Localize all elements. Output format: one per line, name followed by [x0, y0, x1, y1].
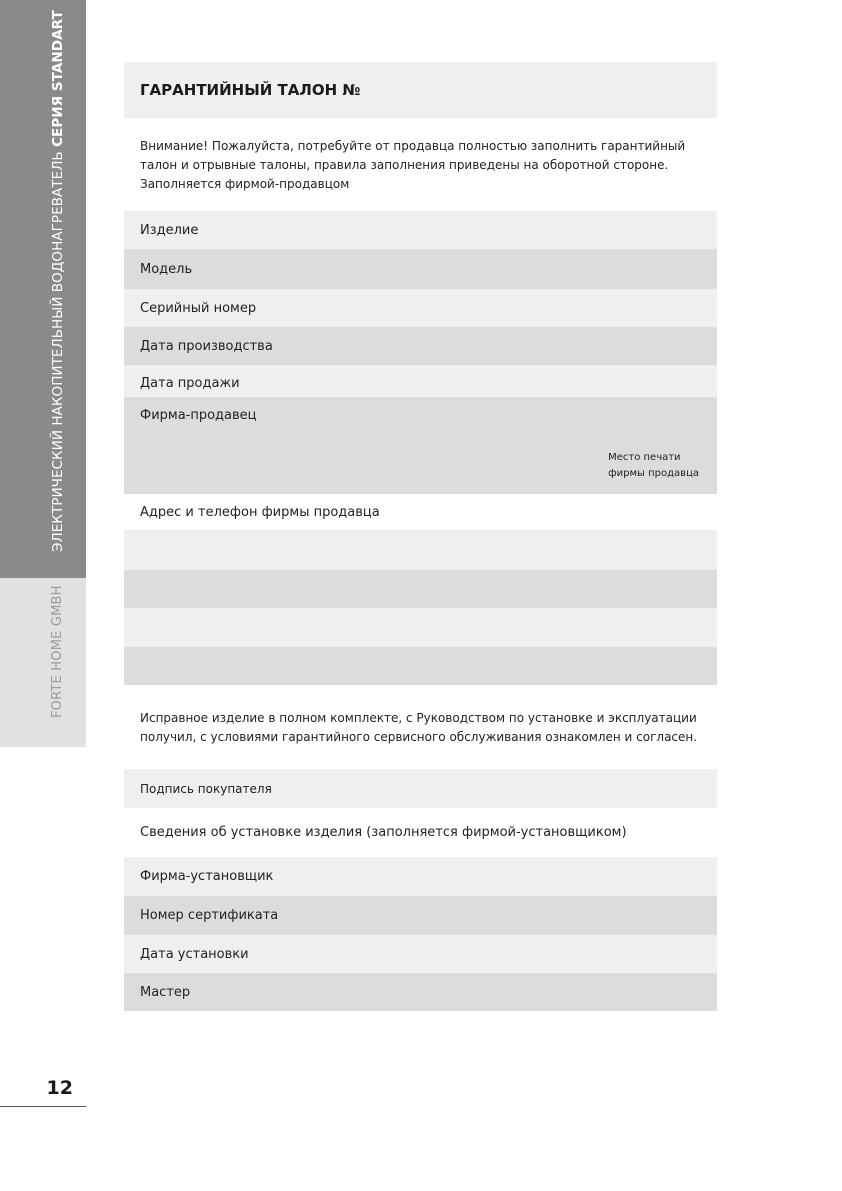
- seller-address-line-4[interactable]: [124, 647, 717, 685]
- vertical-brand: FORTE HOME GMBH: [50, 585, 65, 718]
- acknowledgement-line: Исправное изделие в полном комплекте, с Руководством по установке и эксплуатации: [140, 711, 697, 725]
- acknowledgement-line: получил, с условиями гарантийного сервисного обслуживания ознакомлен и согласен.: [140, 730, 698, 744]
- notice-line: Внимание! Пожалуйста, потребуйте от продавца полностью заполнить гарантийный: [140, 139, 686, 153]
- field-model[interactable]: [124, 249, 717, 289]
- field-label: Мастер: [140, 984, 191, 1000]
- field-label: Фирма-установщик: [140, 869, 274, 884]
- field-label: Дата установки: [140, 946, 249, 962]
- seller-address-label: [124, 494, 717, 530]
- stamp-label: Место печати: [608, 452, 681, 463]
- field-product[interactable]: [124, 211, 717, 249]
- field-serial-number[interactable]: [124, 289, 717, 327]
- card-title: ГАРАНТИЙНЫЙ ТАЛОН №: [124, 62, 717, 118]
- section-heading: Сведения об установке изделия (заполняется фирмой-установщиком): [140, 825, 627, 840]
- field-label: Номер сертификата: [140, 908, 279, 923]
- field-label: Серийный номер: [140, 300, 257, 316]
- field-master[interactable]: [124, 973, 717, 1011]
- field-label: Адрес и телефон фирмы продавца: [140, 504, 380, 520]
- installation-heading: [124, 808, 717, 857]
- vertical-series-title: [50, 10, 66, 552]
- field-label: Модель: [140, 261, 193, 277]
- notice-text: [124, 118, 717, 211]
- stamp-label: фирмы продавца: [608, 468, 699, 479]
- series-prefix: ЭЛЕКТРИЧЕСКИЙ НАКОПИТЕЛЬНЫЙ ВОДОНАГРЕВАТЕЛЬ: [50, 146, 66, 552]
- page-number-box: [0, 1077, 86, 1107]
- acknowledgement-text: [124, 685, 717, 769]
- sidebar-brand-band: [0, 578, 86, 747]
- field-label: Подпись покупателя: [140, 781, 272, 796]
- sidebar-series-band: [0, 0, 86, 578]
- buyer-signature[interactable]: [124, 769, 717, 808]
- field-manufacture-date[interactable]: [124, 327, 717, 365]
- field-label: Дата продажи: [140, 375, 240, 391]
- stamp-area: [608, 450, 699, 482]
- series-name: СЕРИЯ STANDART: [50, 10, 66, 147]
- field-seller[interactable]: [124, 397, 717, 494]
- seller-address-line-2[interactable]: [124, 570, 717, 608]
- notice-line: талон и отрывные талоны, правила заполнения приведены на оборотной стороне.: [140, 158, 669, 172]
- page-number: 12: [46, 1077, 73, 1099]
- field-label: Изделие: [140, 222, 199, 238]
- field-sale-date[interactable]: [124, 365, 717, 397]
- field-install-date[interactable]: [124, 935, 717, 973]
- field-label: Дата производства: [140, 338, 273, 354]
- field-installer[interactable]: [124, 857, 717, 896]
- seller-address-line-3[interactable]: [124, 608, 717, 647]
- seller-address-line-1[interactable]: [124, 530, 717, 570]
- field-label: Фирма-продавец: [140, 408, 257, 423]
- warranty-card: [124, 62, 717, 1011]
- field-certificate-number[interactable]: [124, 896, 717, 935]
- notice-line: Заполняется фирмой-продавцом: [140, 177, 350, 191]
